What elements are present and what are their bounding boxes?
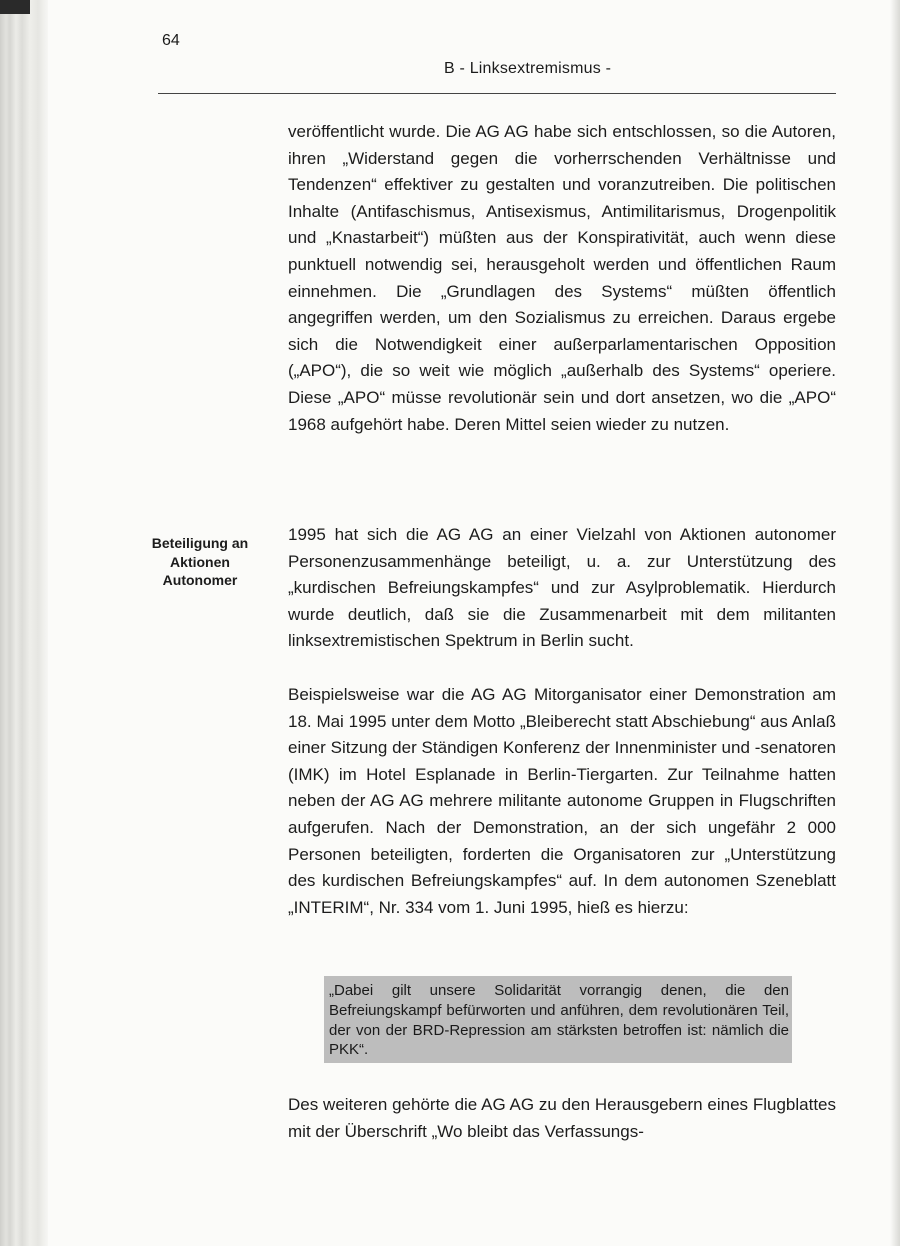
paragraph-3: Beispielsweise war die AG AG Mitorganisator einer Demonstration am 18. Mai 1995 unter dem Motto „Bleiberecht statt Abschiebung“ aus Anlaß einer Sitzung der Ständigen Konferenz der Innenminister und -senatoren (IMK) im Hotel Esplanade in Berlin-Tiergarten. Zur Teilnahme hatten neben der AG AG mehrere militante autonome Gruppen in Flugschriften aufgerufen. Nach der Demonstration, an der sich ungefähr 2 000 Personen beteiligten, forderten die Organisatoren zur „Unterstützung des kurdischen Befreiungskampfes“ auf. In dem autonomen Szeneblatt „INTERIM“, Nr. 334 vom 1. Juni 1995, hieß es hierzu: (288, 685, 836, 917)
page-edge-shadow (0, 0, 48, 1246)
block-quote: „Dabei gilt unsere Solidarität vorrangig denen, die den Befreiungskampf befürworten und anführen, dem revolutionären Teil, der von der BRD-Repression am stärksten betroffen ist: nämlich die PKK“. (324, 976, 792, 1063)
running-head: B - Linksextremismus - (444, 60, 612, 77)
page-edge-right (890, 0, 900, 1246)
scan-corner-mark (0, 0, 30, 14)
paragraph-2: 1995 hat sich die AG AG an einer Vielzahl von Aktionen autonomer Personenzusammenhänge beteiligt, u. a. zur Unterstützung des „kurdischen Befreiungskampfes“ und zur Asylproblematik. Hierdurch wurde deutlich, daß sie die Zusammenarbeit mit dem militanten linksextremistischen Spektrum in Berlin sucht. (288, 525, 836, 651)
margin-note: Beteiligung an Aktionen Autonomer (151, 535, 249, 588)
header-rule (158, 93, 836, 94)
paragraph-4: Des weiteren gehörte die AG AG zu den Herausgebern eines Flugblattes mit der Überschrift „Wo bleibt das Verfassungs- (288, 1095, 836, 1141)
page-number: 64 (162, 32, 180, 49)
paragraph-1: veröffentlicht wurde. Die AG AG habe sich entschlossen, so die Autoren, ihren „Widerstand gegen die vorherrschenden Verhältnisse und Tendenzen“ effektiver zu gestalten und voranzutreiben. Die politischen Inhalte (Antifaschismus, Antisexismus, Antimilitarismus, Drogenpolitik und „Knastarbeit“) müßten aus der Konspirativität, auch wenn diese punktuell notwendig sei, herausgeholt werden und öffentlichen Raum einnehmen. Die „Grundlagen des Systems“ müßten öffentlich angegriffen werden, um den Sozialismus zu erreichen. Daraus ergebe sich die Notwendigkeit einer außerparlamentarischen Opposition („APO“), die so weit wie möglich „außerhalb des Systems“ operiere. Diese „APO“ müsse revolutionär sein und dort ansetzen, wo die „APO“ 1968 aufgehört habe. Deren Mittel seien wieder zu nutzen. (288, 122, 836, 434)
